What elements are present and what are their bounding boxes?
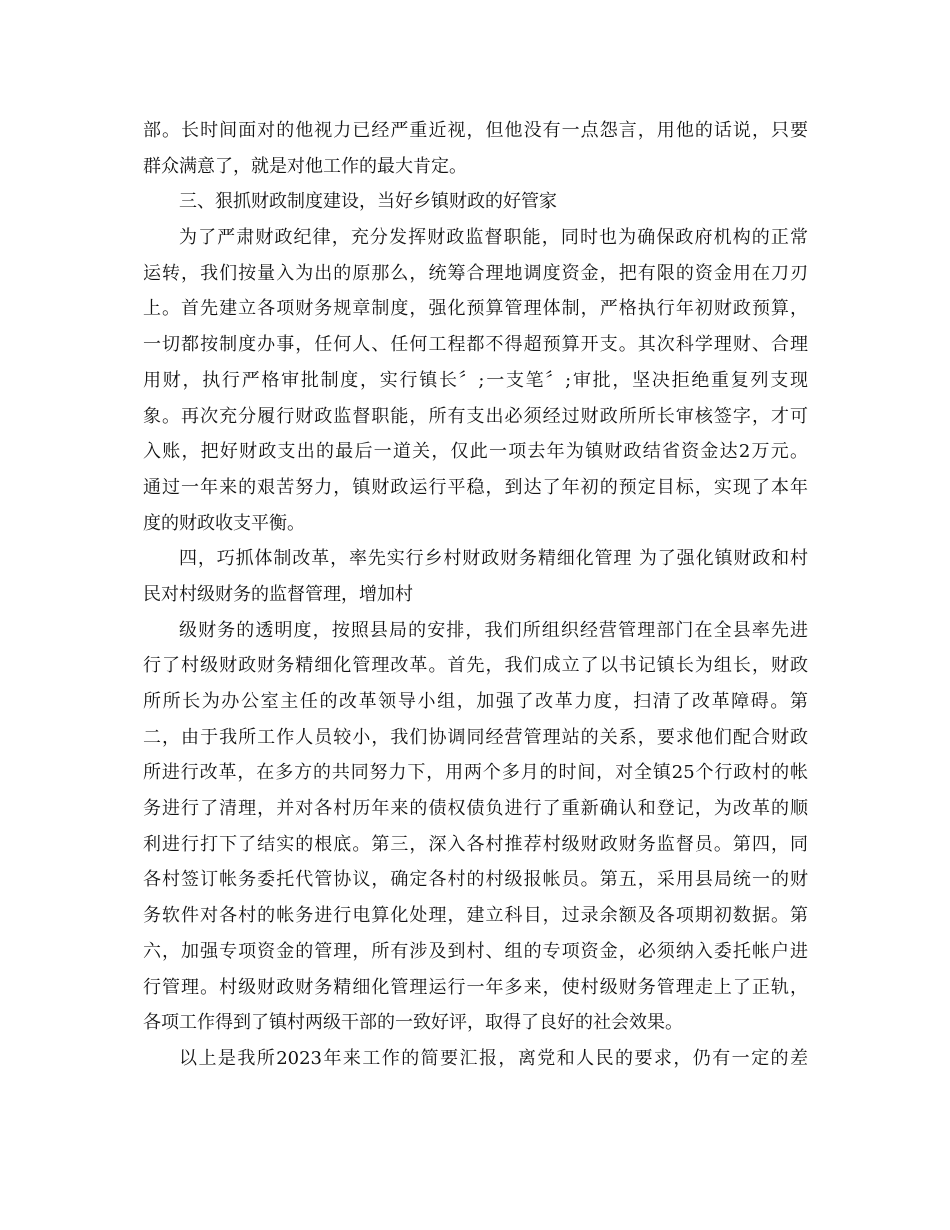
text-line: 部。长时间面对的他视力已经严重近视，但他没有一点怨言，用他的话说，只要 (143, 120, 808, 141)
text-line: 六，加强专项资金的管理，所有涉及到村、组的专项资金，必须纳入委托帐户进 (143, 940, 808, 962)
text-line: 上。首先建立各项财务规章制度，强化预算管理体制，严格执行年初财政预算， (143, 298, 808, 320)
text-line: 各项工作得到了镇村两级干部的一致好评，取得了良好的社会效果。 (143, 1012, 683, 1034)
text-line: 行了村级财政财务精细化管理改革。首先，我们成立了以书记镇长为组长，财政 (143, 655, 808, 677)
text-line: 群众满意了，就是对他工作的最大肯定。 (143, 155, 467, 177)
text-line: 务软件对各村的帐务进行电算化处理，建立科目，过录余额及各项期初数据。第 (143, 905, 808, 927)
document-body (143, 113, 808, 1077)
text-line: 一切都按制度办事，任何人、任何工程都不得超预算开支。其次科学理财、合理 (143, 334, 808, 356)
text-line: 入账，把好财政支出的最后一道关，仅此一项去年为镇财政结省资金达2万元。 (143, 441, 808, 463)
text-line: 象。再次充分履行财政监督职能，所有支出必须经过财政所所长审核签字，才可 (143, 405, 808, 427)
text-line: 级财务的透明度，按照县局的安排，我们所组织经营管理部门在全县率先进 (179, 619, 808, 641)
text-line: 利进行打下了结实的根底。第三，深入各村推荐村级财政财务监督员。第四，同 (143, 833, 808, 855)
text-line: 用财，执行严格审批制度，实行镇长〞;一支笔〞;审批，坚决拒绝重复列支现 (143, 369, 808, 391)
text-line: 以上是我所2023年来工作的简要汇报，离党和人民的要求，仍有一定的差 (179, 1047, 808, 1069)
text-line: 各村签订帐务委托代管协议，确定各村的村级报帐员。第五，采用县局统一的财 (143, 869, 808, 891)
text-line: 为了严肃财政纪律，充分发挥财政监督职能，同时也为确保政府机构的正常 (179, 227, 808, 249)
text-line: 所所长为办公室主任的改革领导小组，加强了改革力度，扫清了改革障碍。第 (143, 691, 808, 712)
text-line: 所进行改革，在多方的共同努力下，用两个多月的时间，对全镇25个行政村的帐 (143, 762, 808, 784)
text-line: 运转，我们按量入为出的原那么，统筹合理地调度资金，把有限的资金用在刀刃 (143, 262, 808, 284)
text-line: 二，由于我所工作人员较小，我们协调同经营管理站的关系，要求他们配合财政 (143, 726, 808, 748)
text-line: 务进行了清理，并对各村历年来的债权债负进行了重新确认和登记，为改革的顺 (143, 798, 808, 820)
text-line: 民对村级财务的监督管理，增加村 (143, 583, 413, 605)
text-line: 度的财政收支平衡。 (143, 512, 305, 534)
section-heading-3: 三、狠抓财政制度建设，当好乡镇财政的好管家 (179, 191, 557, 213)
text-line: 通过一年来的艰苦努力，镇财政运行平稳，到达了年初的预定目标，实现了本年 (143, 476, 808, 498)
section-heading-4: 四，巧抓体制改革，率先实行乡村财政财务精细化管理 为了强化镇财政和村 (179, 548, 808, 570)
text-line: 行管理。村级财政财务精细化管理运行一年多来，使村级财务管理走上了正轨， (143, 976, 808, 998)
